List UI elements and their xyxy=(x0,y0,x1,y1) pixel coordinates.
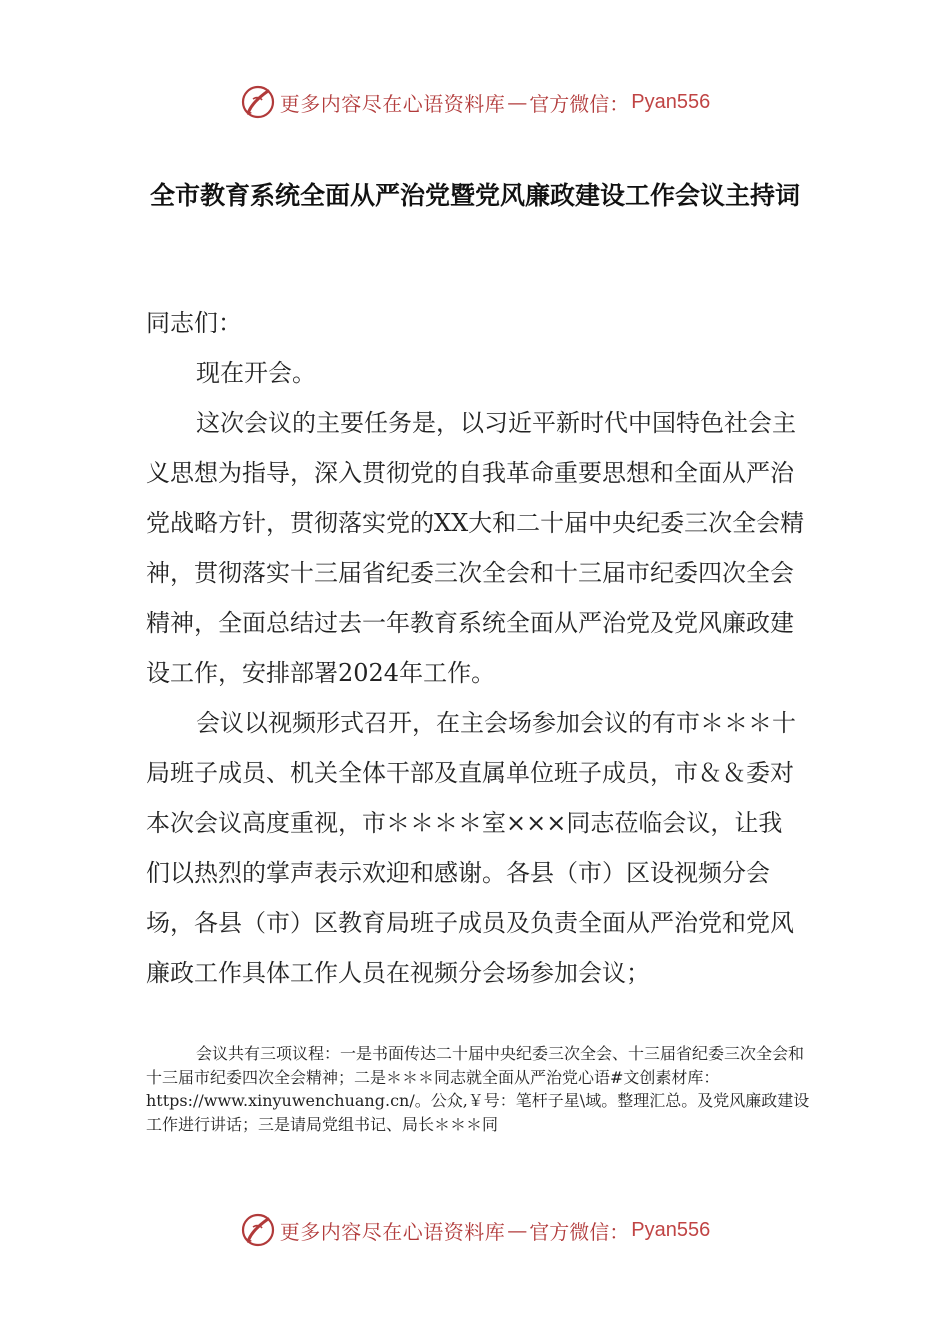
brush-logo-icon xyxy=(240,1212,276,1248)
banner-separator: — xyxy=(507,90,528,114)
brush-logo-icon xyxy=(240,84,276,120)
banner-text: 更多内容尽在心语资料库 xyxy=(279,91,506,116)
small-note xyxy=(146,1042,814,1136)
document-title: 全市教育系统全面从严治党暨党风廉政建设工作会议主持词 xyxy=(149,181,800,210)
paragraph: 这次会议的主要任务是，以习近平新时代中国特色社会主义思想为指导，深入贯彻党的自我革命重要思想和全面从严治党战略方针，贯彻落实党的XX大和二十届中央纪委三次全会精神，贯彻落实十三届省纪委三次全会和十三届市纪委四次全会精神，全面总结过去一年教育系统全面从严治党及党风廉政建设工作，安排部署2024年工作。 xyxy=(146,409,805,687)
banner-text: 更多内容尽在心语资料库 xyxy=(279,1219,506,1244)
document-body xyxy=(146,298,806,998)
banner-wechat-id: Pyan556 xyxy=(631,1218,711,1241)
salutation: 同志们： xyxy=(146,309,242,337)
banner-wechat-label: 官方微信： xyxy=(529,1219,630,1244)
banner-wechat-id: Pyan556 xyxy=(631,90,711,113)
paragraph: 会议以视频形式召开，在主会场参加会议的有市＊＊＊十局班子成员、机关全体干部及直属单位班子成员，市＆＆委对本次会议高度重视，市＊＊＊＊室×××同志莅临会议，让我们以热烈的掌声表示欢迎和感谢。各县（市）区设视频分会场，各县（市）区教育局班子成员及负责全面从严治党和党风廉政工作具体工作人员在视频分会场参加会议； xyxy=(146,709,796,987)
banner-separator: — xyxy=(507,1218,528,1242)
header-banner xyxy=(0,82,950,122)
note-paragraph: 会议共有三项议程：一是书面传达二十届中央纪委三次全会、十三届省纪委三次全会和十三届市纪委四次全会精神；二是＊＊＊同志就全面从严治党心语#文创素材库：https://www.xinyuwenchuang.cn/。公众,￥号：笔杆子星\域。整理汇总。及党风廉政建设工作进行讲话；三是请局党组书记、局长＊＊＊同 xyxy=(146,1044,810,1134)
paragraph: 现在开会。 xyxy=(196,359,316,387)
banner-wechat-label: 官方微信： xyxy=(529,91,630,116)
footer-banner xyxy=(0,1210,950,1250)
